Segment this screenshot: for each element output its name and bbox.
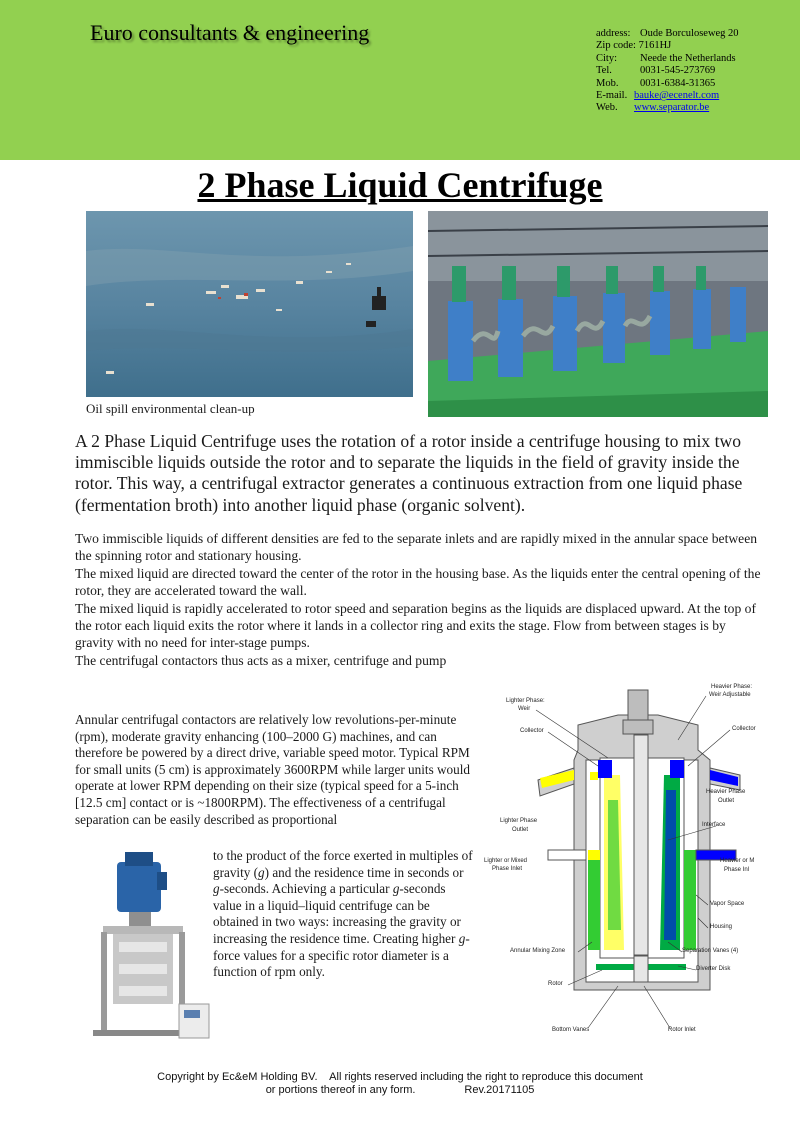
tel-label: Tel.	[596, 65, 612, 77]
label-lighter-phase-weir-2: Weir	[518, 706, 531, 712]
footer	[0, 1071, 800, 1098]
factory-photo	[428, 211, 768, 417]
label-collector-left: Collector	[520, 728, 544, 734]
centrifuge-cross-section-diagram	[478, 680, 778, 1040]
label-vapor-space: Vapor Space	[710, 901, 745, 907]
body-paragraph: The mixed liquid is rapidly accelerated to rotor speed and separation begins as the liquids are displaced upward. At the top of the rotor each liquid exits the rotor where it lands in a collector ring and exits the stage. Flow from between stages is by gravity with no need for inter-stage pumps.	[75, 600, 756, 651]
label-heavier-outlet-2: Outlet	[718, 798, 735, 804]
footer-revision: or portions thereof in any form. Rev.20171105	[265, 1084, 535, 1097]
label-heavier-phase-weir: Heavier Phase:	[711, 684, 753, 690]
body-text	[75, 530, 765, 669]
zip-label: Zip code:	[596, 40, 636, 52]
label-lighter-inlet-2: Phase Inlet	[492, 866, 523, 872]
company-name: Euro consultants & engineering	[90, 20, 370, 45]
label-heavier-inlet: Heavier or M	[720, 858, 755, 864]
email-label: E-mail.	[596, 90, 628, 102]
label-heavier-inlet-2: Phase Inl	[724, 867, 750, 873]
address-value: Oude Borculoseweg 20	[640, 28, 739, 39]
tel-value: 0031-545-273769	[640, 65, 716, 77]
address-label: address:	[596, 28, 631, 39]
label-lighter-outlet: Lighter Phase	[500, 818, 538, 824]
mob-value: 0031-6384-31365	[640, 77, 716, 89]
lead-paragraph: A 2 Phase Liquid Centrifuge uses the rotation of a rotor inside a centrifuge housing to mix two immiscible liquids outside the rotor and to separate the liquids in the field of gravity inside the rotor. This way, a centrifugal extractor generates a continuous extraction from one liquid phase (fermentation broth) into another liquid phase (organic solvent).	[75, 431, 743, 515]
header-banner	[0, 0, 800, 160]
label-interface: Interface	[702, 822, 726, 828]
website-link[interactable]: www.separator.be	[634, 102, 710, 114]
email-link[interactable]: bauke@ecenelt.com	[634, 90, 720, 102]
label-lighter-inlet: Lighter or Mixed	[484, 858, 528, 864]
photo-caption: Oil spill environmental clean-up	[86, 401, 255, 416]
label-rotor: Rotor	[548, 981, 563, 987]
city-value: Neede the Netherlands	[640, 52, 736, 64]
centrifuge-machine-photo	[83, 852, 210, 1052]
annular-paragraph: Annular centrifugal contactors are relatively low revolutions-per-minute (rpm), moderate gravity enhancing (100–2000 G) machines, and can therefore be powered by a direct drive, variable speed motor. Typical RPM for small units (5 cm) is approximately 3600RPM while larger units would operate at lower RPM depending on their size (typical speed for a 5-inch [12.5 cm] contact or is ~1800RPM). The effectiveness of a centrifugal separation can be easily described as proportional	[75, 712, 470, 827]
page-title: 2 Phase Liquid Centrifuge	[197, 165, 603, 205]
contact-block	[596, 28, 739, 115]
label-heavier-outlet: Heavier Phase	[706, 789, 746, 795]
body-paragraph: The mixed liquid are directed toward the center of the rotor in the housing base. As the liquids enter the central opening of the rotor, they are accelerated toward the wall.	[75, 565, 761, 599]
annular-paragraph-continued: to the product of the force exerted in multiples of gravity (g) and the residence time in seconds or g-seconds. Achieving a particular g-seconds value in a liquid–liquid centrifuge can be obtained in two ways: increasing the gravity or increasing the residence time. Creating higher g-force values for a specific rotor diameter is a function of rpm only.	[213, 848, 473, 980]
label-collector-right: Collector	[732, 726, 756, 732]
label-diverter-disk: Diverter Disk	[696, 966, 731, 972]
label-housing: Housing	[710, 924, 733, 930]
label-lighter-outlet-2: Outlet	[512, 827, 529, 833]
label-separation-vanes: Separation Vanes (4)	[682, 948, 739, 954]
body-paragraph: The centrifugal contactors thus acts as a mixer, centrifuge and pump	[75, 652, 447, 668]
label-heavier-phase-weir-2: Weir Adjustable	[709, 692, 751, 698]
label-annular-zone: Annular Mixing Zone	[510, 948, 566, 954]
label-rotor-inlet: Rotor Inlet	[668, 1027, 696, 1033]
mob-label: Mob.	[596, 77, 619, 89]
label-lighter-phase-weir: Lighter Phase:	[506, 698, 545, 704]
city-label: City:	[596, 52, 618, 64]
oil-spill-photo	[86, 211, 413, 397]
body-paragraph: Two immiscible liquids of different densities are fed to the separate inlets and are rapidly mixed in the annular space between the spinning rotor and stationary housing.	[75, 531, 758, 564]
footer-copyright: Copyright by Ec&eM Holding BV. All rights reserved including the right to reproduce this document	[157, 1071, 643, 1083]
web-label: Web.	[596, 102, 618, 114]
zip-value: 7161HJ	[638, 40, 672, 52]
label-bottom-vanes: Bottom Vanes	[552, 1027, 590, 1033]
